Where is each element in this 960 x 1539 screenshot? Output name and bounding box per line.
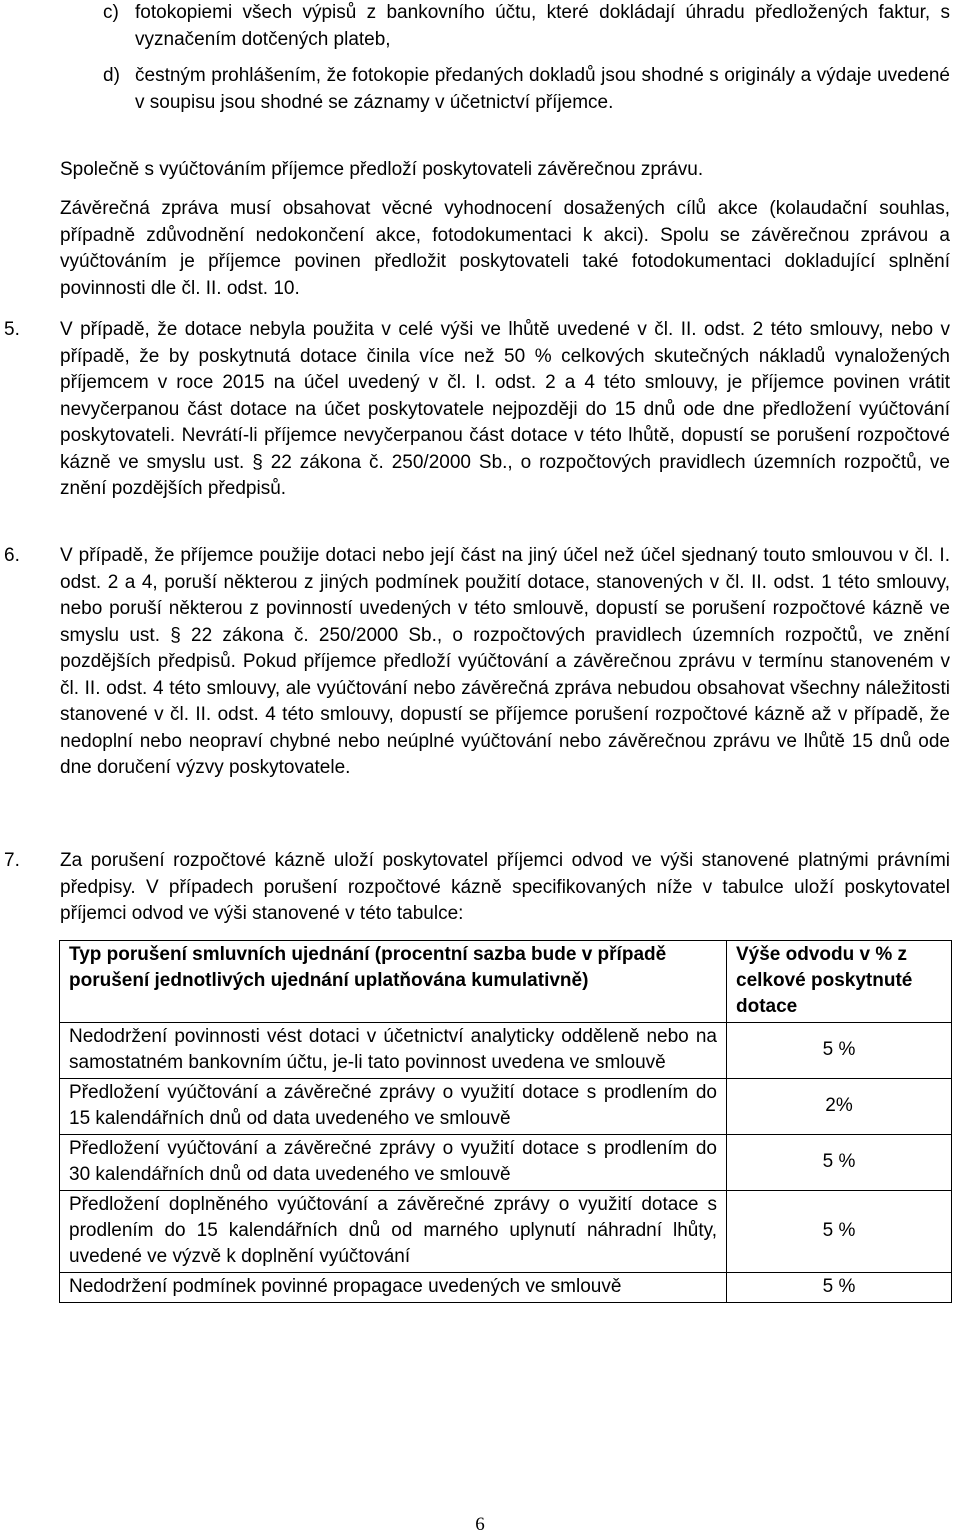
table-cell-violation: Předložení vyúčtování a závěrečné zprávy o využití dotace s prodlením do 15 kalendářních dnů od data uvedeného ve smlouvě [60, 1079, 727, 1135]
numbered-item-marker: 5. [4, 319, 20, 340]
table-cell-violation: Předložení doplněného vyúčtování a závěrečné zprávy o využití dotace s prodlením do 15 kalendářních dnů od marného uplynutí náhradní lhůty, uvedené ve výzvě k doplnění vyúčtování [60, 1191, 727, 1273]
table-cell-violation: Předložení vyúčtování a závěrečné zprávy o využití dotace s prodlením do 30 kalendářních dnů od data uvedeného ve smlouvě [60, 1135, 727, 1191]
table-header-row [60, 941, 952, 1023]
numbered-item-7 [4, 848, 950, 928]
settlement-note-paragraph: Společně s vyúčtováním příjemce předloží poskytovateli závěrečnou zprávu. [60, 159, 704, 180]
numbered-item-marker: 7. [4, 850, 20, 871]
list-item-text: čestným prohlášením, že fotokopie předaných dokladů jsou shodné s originály a výdaje uvedené v soupisu jsou shodné se záznamy v účetnictví příjemce. [135, 65, 950, 113]
table-row [60, 1023, 952, 1079]
numbered-item-text: Za porušení rozpočtové kázně uloží poskytovatel příjemci odvod ve výši stanovené platnými právními předpisy. V případech porušení rozpočtové kázně specifikovaných níže v tabulce uloží poskytovatel příjemci odvod ve výši stanovené v této tabulce: [60, 850, 950, 924]
report-content-paragraph: Závěrečná zpráva musí obsahovat věcné vyhodnocení dosažených cílů akce (kolaudační souhlas, případně zdůvodnění nedokončení akce, fotodokumentaci k akci). Spolu se závěrečnou zprávou a vyúčtováním je příjemce povinen předložit poskytovateli také fotodokumentaci dokladující splnění povinnosti dle čl. II. odst. 10. [60, 198, 950, 299]
table-row [60, 1273, 952, 1303]
table-cell-penalty: 5 % [727, 1135, 952, 1191]
table-cell-penalty: 5 % [727, 1023, 952, 1079]
table-cell-penalty: 5 % [727, 1191, 952, 1273]
table-header-violation-type: Typ porušení smluvních ujednání (procentní sazba bude v případě porušení jednotlivých ujednání uplatňována kumulativně) [60, 941, 727, 1023]
table-row [60, 1191, 952, 1273]
numbered-item-marker: 6. [4, 545, 20, 566]
numbered-item-5 [4, 317, 950, 503]
table-cell-violation: Nedodržení povinnosti vést dotaci v účetnictví analyticky odděleně nebo na samostatném bankovním účtu, je-li tato povinnost uvedena ve smlouvě [60, 1023, 727, 1079]
table-row [60, 1135, 952, 1191]
list-item-c [103, 0, 950, 53]
table-cell-penalty: 5 % [727, 1273, 952, 1303]
list-item-text: fotokopiemi všech výpisů z bankovního účtu, které dokládají úhradu předložených faktur, s vyznačením dotčených plateb, [135, 2, 950, 50]
list-item-marker: c) [103, 2, 119, 23]
numbered-item-text: V případě, že příjemce použije dotaci nebo její část na jiný účel než účel sjednaný touto smlouvou v čl. I. odst. 2 a 4, poruší některou z jiných podmínek použití dotace, stanovených v čl. II. odst. 1 této smlouvy, nebo poruší některou z povinností uvedených v této smlouvě, dopustí se porušení rozpočtové kázně ve smyslu ust. § 22 zákona č. 250/2000 Sb., o rozpočtových pravidlech územních rozpočtů, ve znění pozdějších předpisů. Pokud příjemce předloží vyúčtování a závěrečnou zprávu v termínu stanoveném v čl. II. odst. 4 této smlouvy, ale vyúčtování nebo závěrečná zpráva nebudou obsahovat všechny náležitosti stanovené v čl. II. odst. 4 této smlouvy, dopustí se příjemce porušení rozpočtové kázně až v případě, že nedoplní nebo neopraví chybné nebo neúplné vyúčtování nebo závěrečnou zprávu ve lhůtě 15 dnů ode dne doručení výzvy poskytovatele. [60, 545, 950, 778]
table-cell-violation: Nedodržení podmínek povinné propagace uvedených ve smlouvě [60, 1273, 727, 1303]
table-header-penalty-percent: Výše odvodu v % z celkové poskytnuté dotace [727, 941, 952, 1023]
table-row [60, 1079, 952, 1135]
numbered-item-6 [4, 543, 950, 782]
page-number: 6 [475, 1514, 485, 1535]
list-item-d [103, 63, 950, 116]
penalty-table [59, 940, 952, 1303]
list-item-marker: d) [103, 65, 120, 86]
numbered-item-text: V případě, že dotace nebyla použita v celé výši ve lhůtě uvedené v čl. II. odst. 2 této smlouvy, nebo v případě, že by poskytnutá dotace činila více než 50 % celkových skutečných nákladů vynaložených příjemcem v roce 2015 na účel uvedený v čl. I. odst. 2 a 4 této smlouvy, je příjemce povinen vrátit nevyčerpanou část dotace na účet poskytovatele nejpozději do 15 dnů ode dne předložení vyúčtování poskytovateli. Nevrátí-li příjemce nevyčerpanou část dotace v této lhůtě, dopustí se porušení rozpočtové kázně ve smyslu ust. § 22 zákona č. 250/2000 Sb., o rozpočtových pravidlech územních rozpočtů, ve znění pozdějších předpisů. [60, 319, 950, 499]
table-cell-penalty: 2% [727, 1079, 952, 1135]
